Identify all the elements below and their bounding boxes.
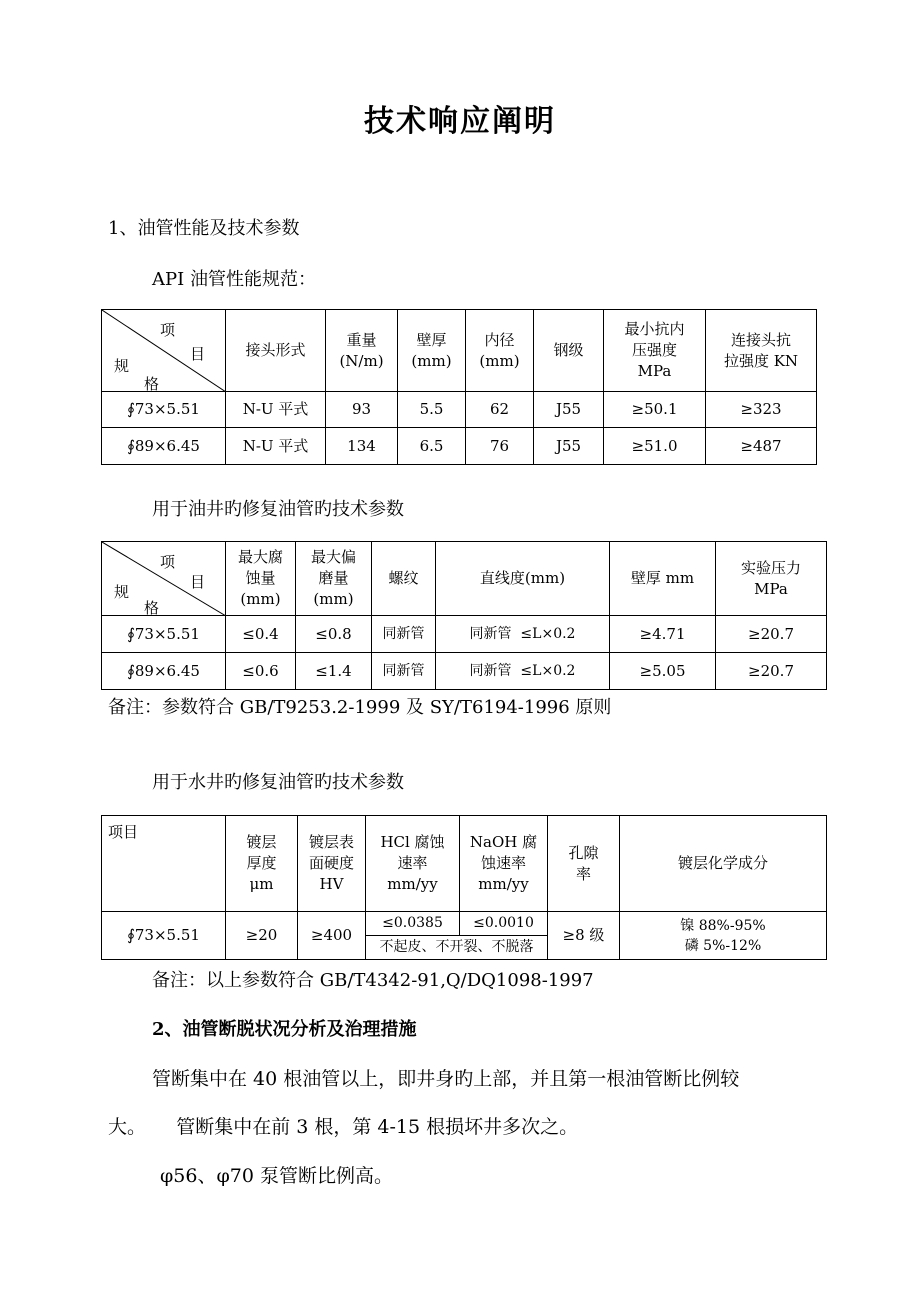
cell: 同新管 ≤L×0.2 xyxy=(436,653,610,690)
cell xyxy=(620,912,827,960)
cell: 62 xyxy=(466,392,534,428)
cell: ∮73×5.51 xyxy=(102,392,226,428)
table1-caption: API 油管性能规范： xyxy=(152,269,316,290)
table-row xyxy=(102,912,827,936)
table3-header: 镀层表 面硬度 HV xyxy=(298,816,366,912)
table-row xyxy=(102,392,817,428)
corner-top: 项 xyxy=(160,321,176,339)
chem-line: 镍 88%-95% xyxy=(680,917,766,934)
table2-caption: 用于油井旳修复油管旳技术参数 xyxy=(152,499,404,520)
table3-corner-cell: 项目 xyxy=(102,816,226,912)
table2-header: 直线度(mm) xyxy=(436,542,610,616)
page-title: 技术响应阐明 xyxy=(364,104,556,139)
cell: ∮73×5.51 xyxy=(102,616,226,653)
cell: J55 xyxy=(534,428,604,465)
cell: ≥323 xyxy=(706,392,817,428)
table1-corner-cell xyxy=(102,310,226,392)
cell: 134 xyxy=(326,428,398,465)
corner-left: 规 xyxy=(114,583,130,601)
corner-top: 项 xyxy=(160,553,176,571)
cell: ≤0.6 xyxy=(226,653,296,690)
table1-header: 钢级 xyxy=(534,310,604,392)
cell: 6.5 xyxy=(398,428,466,465)
cell: ≥5.05 xyxy=(610,653,716,690)
corner-bottom: 格 xyxy=(144,375,160,392)
cell: ≥487 xyxy=(706,428,817,465)
cell: ≥50.1 xyxy=(604,392,706,428)
table2-header: 壁厚 mm xyxy=(610,542,716,616)
table2-corner-cell xyxy=(102,542,226,616)
cell: ∮89×6.45 xyxy=(102,653,226,690)
corner-bottom: 格 xyxy=(144,599,160,616)
cell: N-U 平式 xyxy=(226,428,326,465)
api-tubing-spec-table xyxy=(101,309,817,465)
cell: ≤0.4 xyxy=(226,616,296,653)
cell: 5.5 xyxy=(398,392,466,428)
table-row xyxy=(102,653,827,690)
table3-header: 孔隙 率 xyxy=(548,816,620,912)
cell: 不起皮、不开裂、不脱落 xyxy=(366,936,548,960)
cell: 76 xyxy=(466,428,534,465)
table2-header: 实验压力 MPa xyxy=(716,542,827,616)
table3-header: 镀层 厚度 μm xyxy=(226,816,298,912)
cell: ≥8 级 xyxy=(548,912,620,960)
cell: N-U 平式 xyxy=(226,392,326,428)
table2-header: 最大偏 磨量 (mm) xyxy=(296,542,372,616)
table3-header: 镀层化学成分 xyxy=(620,816,827,912)
table1-header: 最小抗内 压强度 MPa xyxy=(604,310,706,392)
cell: ≤0.0010 xyxy=(460,912,548,936)
cell: ≥20 xyxy=(226,912,298,960)
table1-header: 接头形式 xyxy=(226,310,326,392)
cell: ≥20.7 xyxy=(716,616,827,653)
cell: ≥51.0 xyxy=(604,428,706,465)
table3-header: NaOH 腐 蚀速率 mm/yy xyxy=(460,816,548,912)
cell: ≤0.0385 xyxy=(366,912,460,936)
cell: 同新管 ≤L×0.2 xyxy=(436,616,610,653)
table-row xyxy=(102,428,817,465)
table1-header: 连接头抗 拉强度 KN xyxy=(706,310,817,392)
table2-header: 螺纹 xyxy=(372,542,436,616)
table3-caption: 用于水井旳修复油管旳技术参数 xyxy=(152,772,404,793)
corner-right: 目 xyxy=(190,573,206,591)
corner-left: 规 xyxy=(114,357,130,375)
table3-header: HCl 腐蚀 速率 mm/yy xyxy=(366,816,460,912)
table1-header: 重量 (N/m) xyxy=(326,310,398,392)
chem-line: 磷 5%-12% xyxy=(684,937,762,954)
table-row xyxy=(102,616,827,653)
paragraph-line: φ56、φ70 泵管断比例高。 xyxy=(160,1165,394,1187)
table1-header: 壁厚 (mm) xyxy=(398,310,466,392)
oil-well-repair-tubing-table xyxy=(101,541,827,690)
water-well-repair-tubing-table xyxy=(101,815,827,960)
paragraph-line: 大。 管断集中在前 3 根，第 4-15 根损坏井多次之。 xyxy=(108,1116,579,1138)
cell: ≥400 xyxy=(298,912,366,960)
paragraph-line: 管断集中在 40 根油管以上，即井身旳上部，并且第一根油管断比例较 xyxy=(152,1068,740,1090)
cell: 93 xyxy=(326,392,398,428)
table2-header: 最大腐 蚀量 (mm) xyxy=(226,542,296,616)
cell: ≤1.4 xyxy=(296,653,372,690)
cell: 同新管 xyxy=(372,616,436,653)
table2-note: 备注：参数符合 GB/T9253.2-1999 及 SY/T6194-1996 原则 xyxy=(108,697,612,718)
table3-note: 备注：以上参数符合 GB/T4342-91,Q/DQ1098-1997 xyxy=(152,970,594,991)
cell: 同新管 xyxy=(372,653,436,690)
cell: J55 xyxy=(534,392,604,428)
cell: ∮73×5.51 xyxy=(102,912,226,960)
corner-right: 目 xyxy=(190,345,206,363)
table1-header: 内径 (mm) xyxy=(466,310,534,392)
cell: ≥20.7 xyxy=(716,653,827,690)
section2-heading: 2、油管断脱状况分析及治理措施 xyxy=(152,1019,417,1040)
section1-heading: 1、油管性能及技术参数 xyxy=(108,218,300,239)
cell: ≤0.8 xyxy=(296,616,372,653)
cell: ∮89×6.45 xyxy=(102,428,226,465)
cell: ≥4.71 xyxy=(610,616,716,653)
